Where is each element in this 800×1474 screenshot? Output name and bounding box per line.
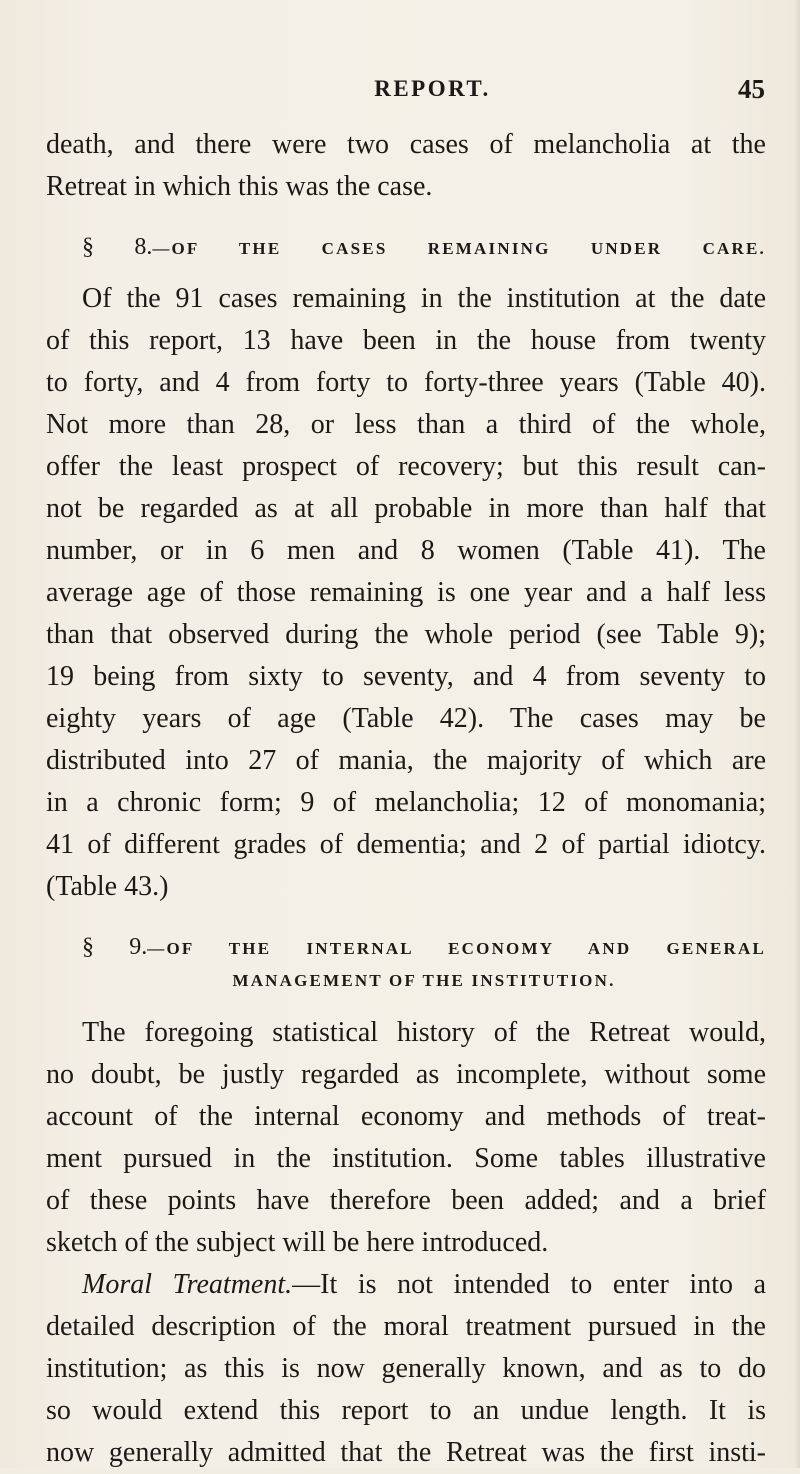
section-symbol: §: [82, 934, 94, 960]
text-line: no doubt, be justly regarded as incomplete, without some: [46, 1059, 766, 1090]
text-line: The foregoing statistical history of the Retreat would,: [82, 1017, 766, 1048]
text-line: eighty years of age (Table 42). The cases may be: [46, 703, 766, 734]
text-line: than that observed during the whole period (see Table 9);: [46, 619, 766, 650]
section-heading-8: [46, 230, 766, 264]
body-text: [46, 124, 766, 1474]
text-line: in a chronic form; 9 of melancholia; 12 of monomania;: [46, 787, 766, 818]
text-line: institution; as this is now generally known, and as to do: [46, 1353, 766, 1384]
text-line: Retreat in which this was the case.: [46, 171, 433, 202]
section-number: 8.: [134, 234, 153, 260]
text-line: number, or in 6 men and 8 women (Table 41). The: [46, 535, 766, 566]
section-symbol: §: [82, 234, 94, 260]
text-line: Of the 91 cases remaining in the institution at the date: [82, 283, 766, 314]
paragraph-continuation: [46, 124, 766, 208]
running-title: REPORT.: [374, 76, 491, 101]
section-number: 9.: [129, 934, 148, 960]
text-line: death, and there were two cases of melancholia at the: [46, 129, 766, 160]
text-line: of this report, 13 have been in the house from twenty: [46, 325, 766, 356]
section-title-line-1: —OF THE INTERNAL ECONOMY AND GENERAL: [147, 939, 766, 958]
paragraph-internal-economy: [46, 1012, 766, 1264]
text-line: ment pursued in the institution. Some tables illustrative: [46, 1143, 766, 1174]
text-line: so would extend this report to an undue length. It is: [46, 1395, 766, 1426]
text-line: 41 of different grades of dementia; and 2 of partial idiotcy.: [46, 829, 766, 860]
lead-in-rest: —It is not intended to enter into a: [292, 1269, 766, 1300]
page-number: 45: [738, 74, 765, 104]
text-line: (Table 43.): [46, 871, 169, 902]
text-line: 19 being from sixty to seventy, and 4 from seventy to: [46, 661, 766, 692]
paragraph-moral-treatment: [46, 1264, 766, 1474]
running-header: [100, 74, 765, 108]
lead-in-moral-treatment: Moral Treatment.: [82, 1269, 293, 1300]
text-line: offer the least prospect of recovery; but this result can-: [46, 451, 766, 482]
text-line: to forty, and 4 from forty to forty-three years (Table 40).: [46, 367, 766, 398]
text-line: [46, 1264, 766, 1306]
section-title-line-2: MANAGEMENT OF THE INSTITUTION.: [232, 971, 616, 990]
text-line: of these points have therefore been added; and a brief: [46, 1185, 766, 1216]
text-line: average age of those remaining is one year and a half less: [46, 577, 766, 608]
text-line: now generally admitted that the Retreat was the first insti-: [46, 1437, 766, 1468]
text-line: detailed description of the moral treatment pursued in the: [46, 1311, 766, 1342]
text-line: distributed into 27 of mania, the majority of which are: [46, 745, 766, 776]
text-line: sketch of the subject will be here introduced.: [46, 1227, 549, 1258]
paragraph-remaining-cases: [46, 278, 766, 908]
section-title: —OF THE CASES REMAINING UNDER CARE.: [152, 239, 767, 258]
text-line: account of the internal economy and methods of treat-: [46, 1101, 766, 1132]
section-heading-9: [46, 930, 766, 964]
text-line: not be regarded as at all probable in more than half that: [46, 493, 766, 524]
text-line: Not more than 28, or less than a third of the whole,: [46, 409, 766, 440]
